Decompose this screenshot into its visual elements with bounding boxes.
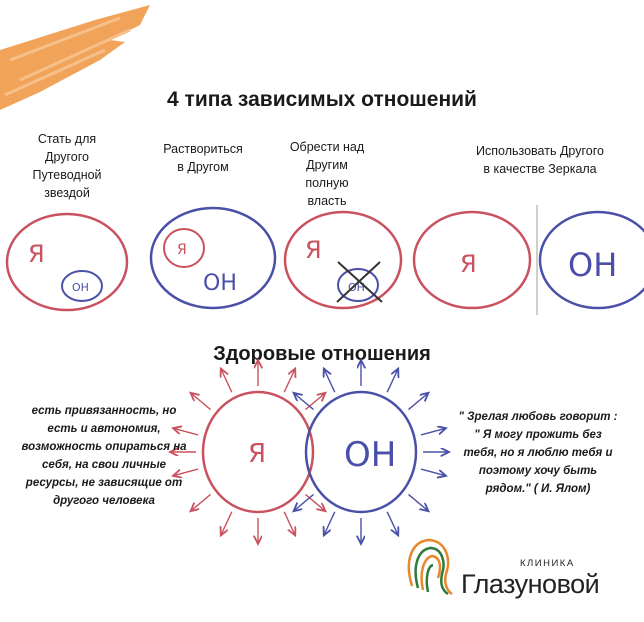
type-label-line: Другого [44,150,89,164]
type-label-line: Путеводной [32,168,102,182]
type-label-line: в Другом [177,160,229,174]
type-label-line: полную [305,176,349,190]
logo-clinic-name: Глазуновой [461,569,600,599]
text-line: есть привязанность, но [31,405,177,417]
type-label-line: Стать для [37,132,97,146]
main-title: 4 типа зависимых отношений [167,88,477,111]
other-label: ОН [348,281,365,294]
type-label-line: Использовать Другого [476,144,604,158]
other-label: ОН [344,435,397,475]
healthy-title: Здоровые отношения [213,343,431,365]
other-label: ОН [72,281,89,294]
text-line: себя, на свои личные [41,459,167,471]
type-label-line: Обрести над [289,140,365,154]
text-line: есть и автономия, [47,423,161,435]
text-line: рядом." ( И. Ялом) [485,483,591,495]
other-label: ОН [568,246,618,284]
text-line: тебя, но я люблю тебя и [463,447,613,459]
text-line: ресурсы, не зависящие от [25,477,183,489]
self-label: Я [28,240,45,268]
type-label-line: Другим [306,158,348,172]
type-label-line: в качестве Зеркала [483,162,597,176]
self-label: Я [177,242,187,258]
type-label-line: Раствориться [163,142,243,156]
self-label: Я [460,250,477,278]
other-label: ОН [203,271,237,296]
type-label-line: власть [307,194,347,208]
text-line: " Я могу прожить без [474,429,602,441]
logo-clinic-label: КЛИНИКА [520,558,575,569]
type-label-line: звездой [44,186,90,200]
self-label: Я [305,236,322,264]
text-line: возможность опираться на [21,441,187,453]
text-line: " Зрелая любовь говорит : [458,411,618,423]
text-line: поэтому хочу быть [478,465,598,477]
self-label: Я [248,439,267,469]
text-line: другого человека [53,495,155,507]
